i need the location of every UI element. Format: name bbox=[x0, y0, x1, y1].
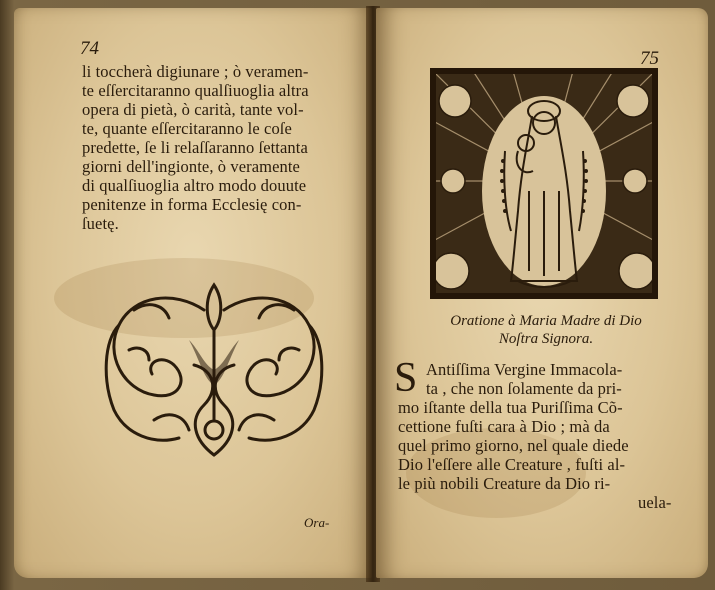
catchword: Ora- bbox=[304, 515, 330, 530]
text-line: Antiſſima Vergine Immacola- bbox=[426, 360, 623, 379]
acanthus-ornament-icon bbox=[94, 270, 334, 470]
text-line: opera di pietà, ò carità, tante vol- bbox=[82, 100, 304, 119]
drop-cap: S bbox=[394, 355, 418, 401]
text-line: te eſſercitaranno qualſiuoglia altra bbox=[82, 81, 309, 100]
text-line: ta , che non ſolamente da pri- bbox=[426, 379, 622, 398]
text-line: le più nobili Creature da Dio ri- bbox=[398, 474, 611, 493]
text-line: giorni dell'ingionte, ò veramente bbox=[82, 157, 300, 176]
catchword: uela- bbox=[638, 493, 672, 512]
text-line: Dio l'eſſere alle Creature , fuſti al- bbox=[398, 455, 626, 474]
text-line: te, quante eſſercitaranno le coſe bbox=[82, 119, 292, 138]
madonna-and-child-woodcut-icon bbox=[430, 68, 658, 299]
text-line: cettione fuſti cara à Dio ; mà da bbox=[398, 417, 610, 436]
left-page-text bbox=[82, 62, 366, 233]
heading-line: Noſtra Signora. bbox=[498, 331, 594, 347]
prayer-text bbox=[398, 398, 702, 512]
text-line: ſuetę. bbox=[82, 214, 119, 233]
prayer-heading bbox=[396, 312, 696, 348]
heading-line: Oratione à Maria Madre di Dio bbox=[450, 313, 642, 329]
left-page bbox=[14, 8, 372, 578]
text-line: penitenze in forma Ecclesię con- bbox=[82, 195, 302, 214]
page-number-left: 74 bbox=[80, 38, 99, 59]
text-line: di qualſiuoglia altro modo douute bbox=[82, 176, 307, 195]
text-line: mo iſtante della tua Puriſſima Cõ- bbox=[398, 398, 623, 417]
right-page bbox=[376, 8, 708, 578]
text-line: quel primo giorno, nel quale diede bbox=[398, 436, 629, 455]
text-line: li toccherà digiunare ; ò veramen- bbox=[82, 62, 309, 81]
prayer-first-lines bbox=[426, 360, 702, 398]
text-line: predette, ſe li relaſſaranno ſettanta bbox=[82, 138, 308, 157]
page-number-right: 75 bbox=[640, 48, 659, 69]
